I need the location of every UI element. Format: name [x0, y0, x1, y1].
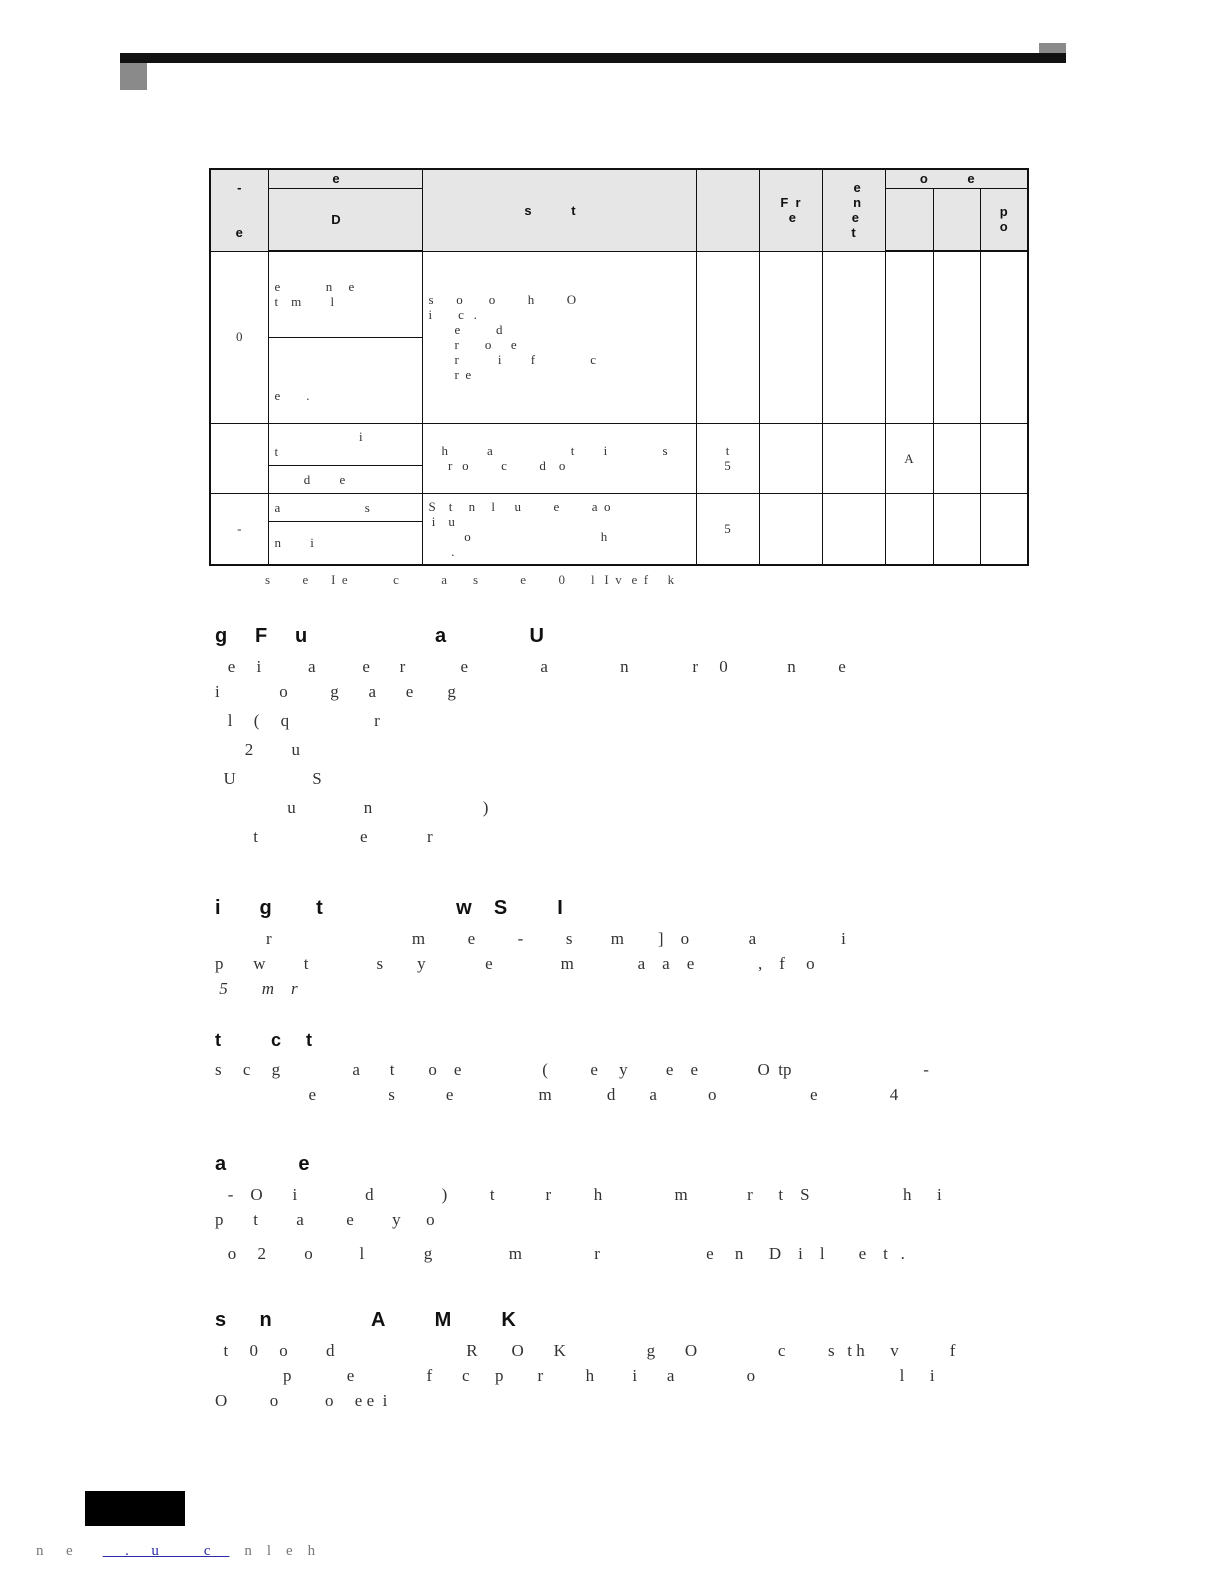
footer-line: [36, 1543, 315, 1560]
body-line: - O i d ) t r h m r t S h i: [215, 1185, 942, 1204]
row2-g3: [980, 423, 1028, 493]
section-title: i g t w S I: [215, 897, 563, 919]
col-header-4: [696, 169, 759, 251]
section-5: [215, 1309, 1035, 1413]
row2-c2a: i t: [268, 423, 422, 465]
col-header-2-bottom: D: [268, 188, 422, 251]
section-title: t c t: [215, 1030, 313, 1050]
row3-c6: [822, 493, 885, 565]
body-line: t 0 o d R O K g O c s t h v f: [215, 1341, 956, 1360]
col-header-1: - e: [210, 169, 268, 251]
row1-c3: s o o h O i c . e d r o e r i f c r e: [422, 251, 696, 423]
row2-c4: t 5: [696, 423, 759, 493]
section-1: [215, 625, 1035, 849]
row1-g1: [885, 251, 933, 423]
body-line: e s e m d a o e 4: [215, 1085, 899, 1104]
body-line: 2 u: [215, 740, 300, 759]
body-line: o 2 o l g m r e n D i l e t .: [215, 1244, 905, 1263]
header-rule: [120, 53, 1066, 63]
page-number-box: [85, 1491, 185, 1526]
body-line: u n ): [215, 798, 489, 817]
body-line: p w t s y e m a a e , f o: [215, 954, 815, 973]
section-2: [215, 897, 1035, 1001]
footer-link[interactable]: . u c: [102, 1543, 230, 1559]
row2-c5: [759, 423, 822, 493]
section-3: [215, 1030, 1035, 1107]
row3-g2: [933, 493, 980, 565]
body-line: O o o e e i: [215, 1391, 388, 1410]
row1-c6: [822, 251, 885, 423]
body-line: U S: [215, 769, 322, 788]
row1-c2b: e .: [268, 337, 422, 423]
body-line: i o g a e g: [215, 682, 456, 701]
col-header-g2: [933, 188, 980, 251]
body-line: s c g a t o e ( e y e e O tp -: [215, 1060, 929, 1079]
col-header-5: F r e: [759, 169, 822, 251]
header-tab-left: [120, 63, 147, 90]
row2-c2b: d e: [268, 465, 422, 493]
row3-c2a: a s: [268, 493, 422, 521]
col-header-3: s t: [422, 169, 696, 251]
col-header-group: o e: [885, 169, 1028, 188]
body-line: p t a e y o: [215, 1210, 435, 1229]
col-header-g1: [885, 188, 933, 251]
row2-g1: A: [885, 423, 933, 493]
row2-c3: h a t i s r o c d o: [422, 423, 696, 493]
body-line: t e r: [215, 827, 433, 846]
table-row: [210, 251, 1028, 337]
section-4: [215, 1153, 1035, 1266]
body-line: p e f c p r h i a o l i: [215, 1366, 935, 1385]
row2-g2: [933, 423, 980, 493]
row3-c1: -: [210, 493, 268, 565]
parameter-table: [209, 168, 1029, 566]
row1-c4: [696, 251, 759, 423]
row1-c2a: e n e t m l: [268, 251, 422, 337]
body-line: l ( q r: [215, 711, 380, 730]
section-title: g F u a U: [215, 625, 544, 647]
header-tab-right: [1039, 43, 1066, 53]
row1-c5: [759, 251, 822, 423]
row3-c5: [759, 493, 822, 565]
row1-g2: [933, 251, 980, 423]
row3-g1: [885, 493, 933, 565]
row3-c2b: n i: [268, 521, 422, 565]
row3-c4: 5: [696, 493, 759, 565]
body-line: e i a e r e a n r 0 n e: [215, 657, 846, 676]
table-row: [210, 493, 1028, 521]
section-title: a e: [215, 1153, 310, 1175]
table-row: [210, 423, 1028, 465]
body-line: 5 m r: [215, 979, 298, 998]
col-header-g3: p o: [980, 188, 1028, 251]
row1-g3: [980, 251, 1028, 423]
footer-prefix: n e: [36, 1543, 73, 1559]
row3-g3: [980, 493, 1028, 565]
footer-suffix: n l e h: [229, 1543, 316, 1559]
col-header-6: e n e t: [822, 169, 885, 251]
body-line: r m e - s m ] o a i: [215, 929, 846, 948]
table-footnote: s e I e c a s e 0 l I v e f k: [265, 572, 675, 587]
col-header-2-top: e: [268, 169, 422, 188]
row3-c3: S t n l u e a o i u o h .: [422, 493, 696, 565]
section-title: s n A M K: [215, 1309, 516, 1331]
row1-c1: 0: [210, 251, 268, 423]
row2-c1: [210, 423, 268, 493]
row2-c6: [822, 423, 885, 493]
